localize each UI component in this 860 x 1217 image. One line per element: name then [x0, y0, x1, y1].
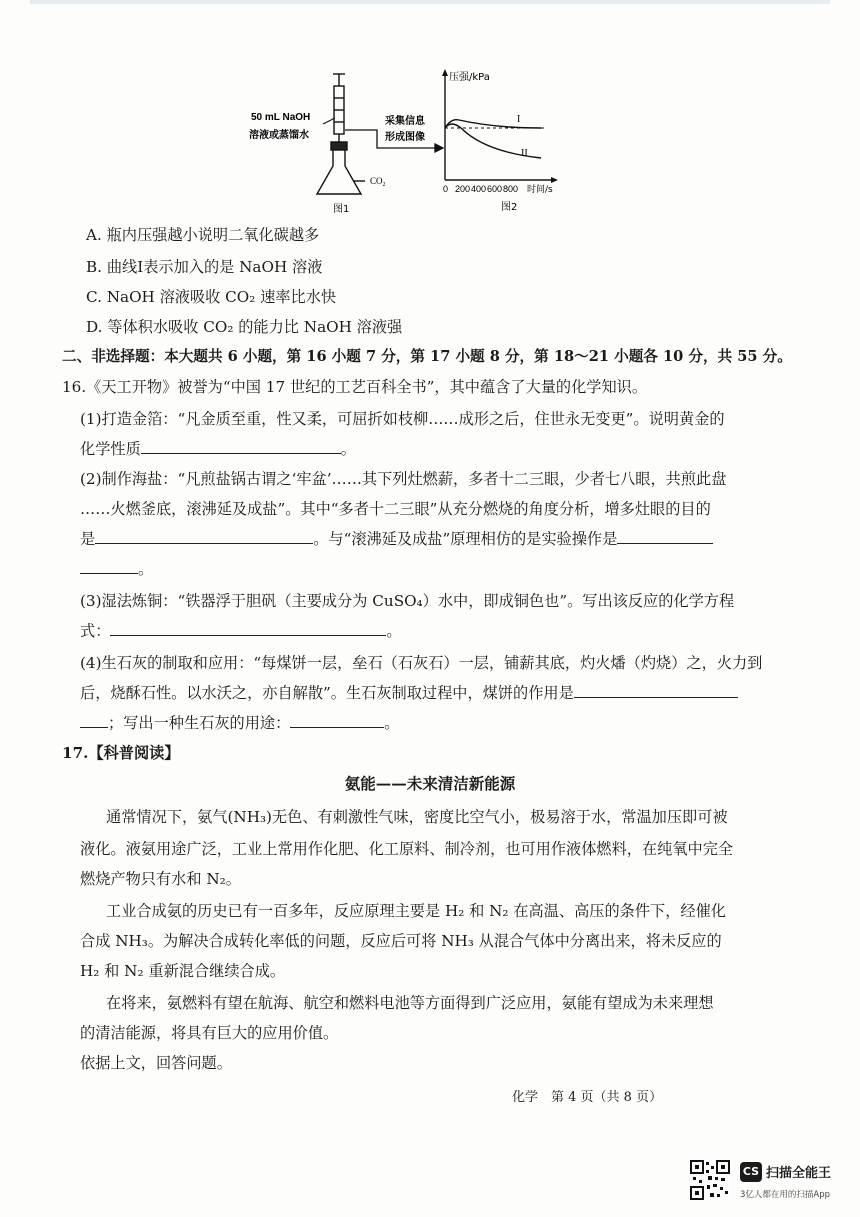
q17-prompt: 依据上文，回答问题。 — [80, 1054, 232, 1072]
q16-p4-text: 后，烧酥石性。以水沃之，亦自解散”。生石灰制取过程中，煤饼的作用是 — [80, 684, 574, 702]
q16-p4-line3 — [80, 712, 399, 734]
q17-para1-line3: 燃烧产物只有水和 N₂。 — [80, 870, 241, 888]
syringe-icon — [333, 74, 345, 148]
fig2-caption: 图2 — [501, 202, 518, 213]
q17-tag: 17.【科普阅读】 — [62, 744, 180, 762]
option-c: C. NaOH 溶液吸收 CO₂ 速率比水快 — [86, 288, 337, 306]
syringe-label-1: 50 mL NaOH — [251, 112, 311, 123]
q16-p2-text-b: 。与“滚沸延及成盐”原理相仿的是实验操作是 — [313, 530, 618, 548]
q17-para1-line2: 液化。液氨用途广泛，工业上常用作化肥、化工原料、制冷剂，也可用作液体燃料，在纯氧中完全 — [80, 840, 734, 858]
option-b: B. 曲线Ⅰ表示加入的是 NaOH 溶液 — [86, 258, 323, 276]
q16-stem: 16.《天工开物》被誉为“中国 17 世纪的工艺百科全书”，其中蕴含了大量的化学知识。 — [62, 378, 648, 396]
section-2-header: 二、非选择题：本大题共 6 小题，第 16 小题 7 分，第 17 小题 8 分，第 18～21 小题各 10 分，共 55 分。 — [62, 348, 792, 365]
q16-p4-line1: (4)生石灰的制取和应用：“每煤饼一层，垒石（石灰石）一层，铺薪其底，灼火燔（灼烧）之，火力到 — [80, 654, 763, 672]
x-tick: 600 — [487, 184, 503, 194]
curve-1-label: I — [517, 114, 521, 125]
q16-p2-line4 — [80, 558, 153, 580]
x-tick: 0 — [443, 184, 449, 194]
q17-para3-line1: 在将来，氨燃料有望在航海、航空和燃料电池等方面得到广泛应用，氨能有望成为未来理想 — [106, 994, 714, 1012]
q16-p2-line2: ……火燃釜底，滚沸延及成盐”。其中“多者十二三眼”从充分燃烧的角度分析，增多灶眼的目的 — [80, 500, 711, 518]
answer-blank[interactable] — [80, 713, 108, 728]
answer-blank[interactable] — [80, 559, 138, 574]
q16-p2-text-c: 。 — [138, 560, 154, 578]
answer-blank[interactable] — [95, 529, 313, 544]
curve-2-label: II — [521, 148, 528, 159]
q16-p2-text-a: 是 — [80, 530, 96, 548]
x-tick: 400 — [471, 184, 487, 194]
q16-p3-text: 式： — [80, 622, 111, 640]
cs-logo-icon: CS — [740, 1162, 762, 1182]
gas-label: $CO_2$ — [370, 176, 386, 188]
arrow-label-1: 采集信息 — [385, 116, 425, 127]
scanner-tagline: 3亿人都在用的扫描App — [740, 1190, 831, 1200]
answer-blank[interactable] — [141, 439, 341, 454]
flask-icon — [317, 142, 365, 194]
arrow-label-2: 形成图像 — [385, 132, 425, 143]
q17-para2-line2: 合成 NH₃。为解决合成转化率低的问题，反应后可将 NH₃ 从混合气体中分离出来，将未反应的 — [80, 932, 722, 950]
q17-para2-line1: 工业合成氨的历史已有一百多年，反应原理主要是 H₂ 和 N₂ 在高温、高压的条件下，经催化 — [106, 902, 726, 920]
x-tick: 800 — [503, 184, 519, 194]
q17-para1-line1: 通常情况下，氨气(NH₃)无色、有刺激性气味，密度比空气小，极易溶于水，常温加压即可被 — [106, 808, 728, 826]
q16-p1-line1: (1)打造金箔：“凡金质至重，性又柔，可屈折如枝柳……成形之后，住世永无变更”。说明黄金的 — [80, 410, 725, 428]
top-edge-line — [30, 0, 830, 4]
x-axis-label: 时间/s — [527, 185, 553, 195]
scanner-name: 扫描全能王 — [766, 1166, 832, 1181]
syringe-label-2: 溶液或蒸馏水 — [249, 130, 309, 141]
answer-blank[interactable] — [110, 621, 386, 636]
q16-p1-text: 化学性质 — [80, 440, 141, 458]
option-d: D. 等体积水吸收 CO₂ 的能力比 NaOH 溶液强 — [86, 318, 403, 336]
q17-para2-line3: H₂ 和 N₂ 重新混合继续合成。 — [80, 962, 286, 980]
q17-title: 氨能——未来清洁新能源 — [344, 774, 516, 793]
answer-blank[interactable] — [617, 529, 713, 544]
q16-p4-text-b: 。 — [384, 714, 400, 732]
q16-p2-line1: (2)制作海盐：“凡煎盐锅古谓之‘牢盆’……其下列灶燃薪，多者十二三眼，少者七八眼，共煎此盘 — [80, 470, 727, 488]
experiment-figure — [245, 66, 625, 216]
x-tick: 200 — [455, 184, 471, 194]
q16-p3-line1: (3)湿法炼铜：“铁器浮于胆矾（主要成分为 CuSO₄）水中，即成铜色也”。写出该反应的化学方程 — [80, 592, 735, 610]
answer-blank[interactable] — [290, 713, 384, 728]
q16-p2-line3 — [80, 528, 713, 550]
option-a: A. 瓶内压强越小说明二氧化碳越多 — [86, 226, 320, 244]
q16-p1-line2: 化学性质 。 — [80, 440, 356, 458]
answer-blank[interactable] — [574, 683, 738, 698]
fig1-caption: 图1 — [333, 204, 350, 215]
q16-p4-line2 — [80, 682, 738, 704]
q16-p3-line2: 式： 。 — [80, 622, 402, 640]
q16-p4-text-a: ；写出一种生石灰的用途： — [108, 714, 291, 732]
qr-code-icon — [690, 1160, 730, 1200]
y-axis-label: 压强/kPa — [449, 72, 490, 83]
q17-para3-line2: 的清洁能源，将具有巨大的应用价值。 — [80, 1024, 339, 1042]
page-footer: 化学 第 4 页（共 8 页） — [512, 1090, 663, 1105]
pressure-graph — [442, 69, 558, 213]
